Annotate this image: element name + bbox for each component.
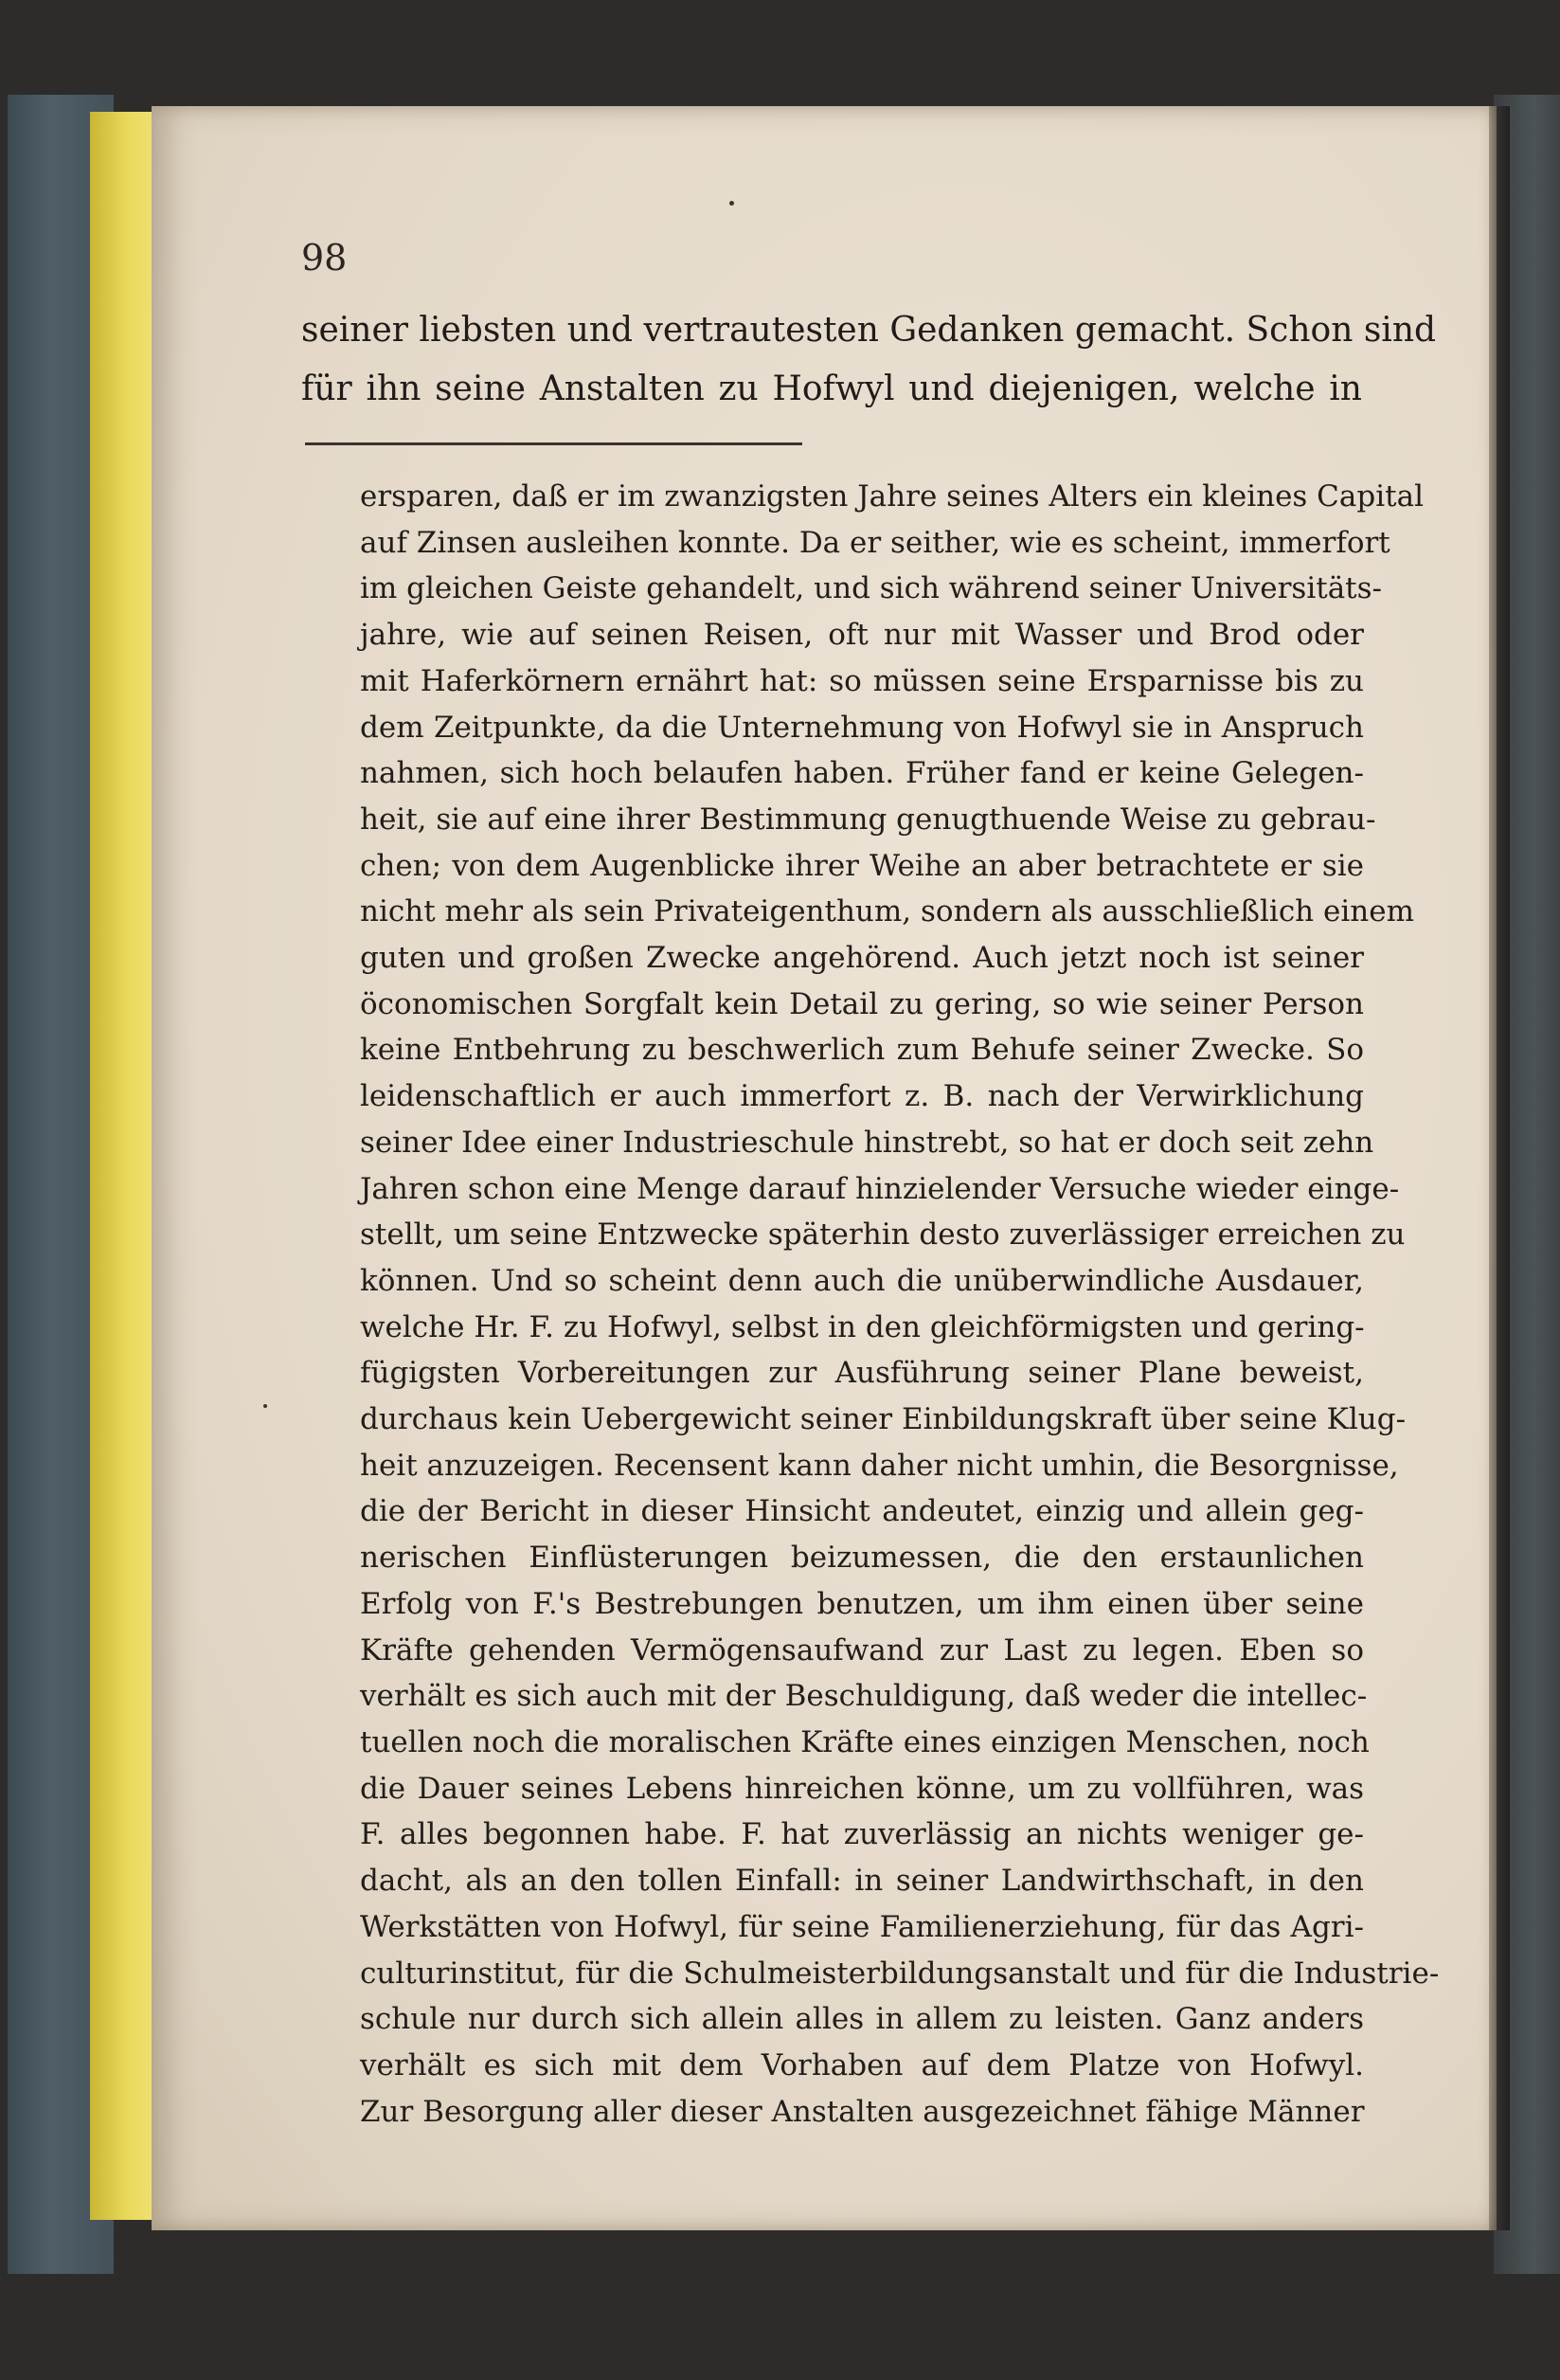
footnote-line: nicht mehr als sein Privateigenthum, sondern als ausschließlich einem bbox=[360, 894, 1414, 929]
footnote-line: verhält es sich auch mit der Beschuldigung, daß weder die intellec- bbox=[360, 1679, 1368, 1714]
footnote-line: im gleichen Geiste gehandelt, und sich während seiner Universitäts- bbox=[360, 571, 1383, 606]
footnote-line: durchaus kein Uebergewicht seiner Einbildungskraft über seine Klug- bbox=[360, 1402, 1407, 1437]
footnote-line: seiner Idee einer Industrieschule hinstrebt, so hat er doch seit zehn bbox=[360, 1125, 1374, 1160]
footnote-line: tuellen noch die moralischen Kräfte eines einzigen Menschen, noch bbox=[360, 1724, 1370, 1759]
footnote-line: Kräfte gehenden Vermögensaufwand zur Last zu legen. Eben so bbox=[360, 1632, 1364, 1668]
footnote-line: F. alles begonnen habe. F. hat zuverlässig an nichts weniger ge- bbox=[360, 1817, 1364, 1852]
footnote-line: auf Zinsen ausleihen konnte. Da er seither, wie es scheint, immerfort bbox=[360, 525, 1390, 560]
footnote-line: fügigsten Vorbereitungen zur Ausführung seiner Plane beweist, bbox=[360, 1356, 1364, 1391]
footnote-line: dacht, als an den tollen Einfall: in seiner Landwirthschaft, in den bbox=[360, 1864, 1364, 1899]
main-text-line: seiner liebsten und vertrautesten Gedanken gemacht. Schon sind bbox=[301, 311, 1437, 350]
footnote-text bbox=[360, 474, 1440, 2135]
paper-speck bbox=[729, 201, 734, 206]
footnote-line: keine Entbehrung zu beschwerlich zum Behufe seiner Zwecke. So bbox=[360, 1033, 1364, 1068]
footnote-line: können. Und so scheint denn auch die unüberwindliche Ausdauer, bbox=[360, 1263, 1364, 1298]
footnote-line: culturinstitut, für die Schulmeisterbildungsanstalt und für die Industrie- bbox=[360, 1956, 1440, 1991]
footnote-line: Erfolg von F.'s Bestrebungen benutzen, um ihm einen über seine bbox=[360, 1586, 1364, 1621]
page-number: 98 bbox=[301, 237, 348, 279]
footnote-line: guten und großen Zwecke angehörend. Auch jetzt noch ist seiner bbox=[360, 941, 1364, 976]
footnote-line: öconomischen Sorgfalt kein Detail zu gering, so wie seiner Person bbox=[360, 986, 1364, 1021]
footnote-line: ersparen, daß er im zwanzigsten Jahre seines Alters ein kleines Capital bbox=[360, 479, 1424, 514]
footnote-line: nahmen, sich hoch belaufen haben. Früher fand er keine Gelegen- bbox=[360, 756, 1364, 791]
footnote-line: heit anzuzeigen. Recensent kann daher nicht umhin, die Besorgnisse, bbox=[360, 1448, 1399, 1483]
footnote-line: dem Zeitpunkte, da die Unternehmung von Hofwyl sie in Anspruch bbox=[360, 710, 1364, 745]
footnote-line: chen; von dem Augenblicke ihrer Weihe an aber betrachtete er sie bbox=[360, 848, 1364, 883]
paper-speck bbox=[263, 1404, 267, 1408]
main-text-line: für ihn seine Anstalten zu Hofwyl und diejenigen, welche in bbox=[301, 370, 1362, 408]
footnote-line: leidenschaftlich er auch immerfort z. B. nach der Verwirklichung bbox=[360, 1079, 1364, 1114]
footnote-line: Zur Besorgung aller dieser Anstalten ausgezeichnet fähige Männer bbox=[360, 2094, 1365, 2129]
footnote-line: schule nur durch sich allein alles in allem zu leisten. Ganz anders bbox=[360, 2002, 1364, 2037]
footnote-line: stellt, um seine Entzwecke späterhin desto zuverlässiger erreichen zu bbox=[360, 1217, 1406, 1253]
page-gutter-shadow bbox=[1489, 106, 1510, 2230]
footnote-line: jahre, wie auf seinen Reisen, oft nur mit Wasser und Brod oder bbox=[360, 618, 1364, 653]
main-text bbox=[301, 301, 1437, 419]
footnote-line: nerischen Einflüsterungen beizumessen, die den erstaunlichen bbox=[360, 1541, 1364, 1576]
footnote-line: welche Hr. F. zu Hofwyl, selbst in den gleichförmigsten und gering- bbox=[360, 1309, 1365, 1344]
footnote-line: die Dauer seines Lebens hinreichen könne, um zu vollführen, was bbox=[360, 1771, 1364, 1806]
footnote-line: die der Bericht in dieser Hinsicht andeutet, einzig und allein geg- bbox=[360, 1494, 1364, 1529]
footnote-line: Werkstätten von Hofwyl, für seine Familienerziehung, für das Agri- bbox=[360, 1909, 1364, 1944]
footnote-line: heit, sie auf eine ihrer Bestimmung genugthuende Weise zu gebrau- bbox=[360, 802, 1376, 837]
footnote-line: Jahren schon eine Menge darauf hinzielender Versuche wieder einge- bbox=[360, 1171, 1400, 1206]
footnote-rule bbox=[305, 442, 802, 445]
footnote-line: verhält es sich mit dem Vorhaben auf dem Platze von Hofwyl. bbox=[360, 2047, 1364, 2082]
footnote-line: mit Haferkörnern ernährt hat: so müssen seine Ersparnisse bis zu bbox=[360, 663, 1364, 698]
